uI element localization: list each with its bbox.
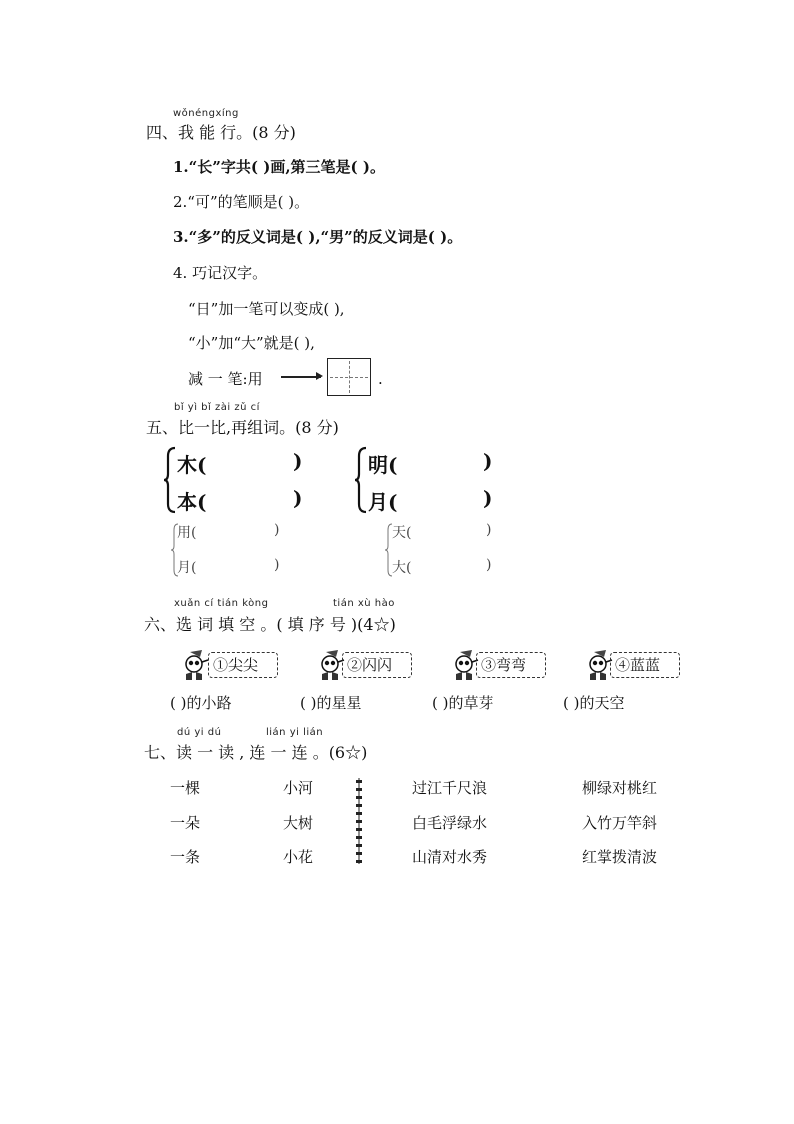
blank-3: ( )的草芽	[432, 694, 494, 712]
pencil-mascot-icon	[180, 648, 210, 682]
s4-q4c: 减 一 笔:用	[188, 370, 263, 388]
s4-pinyin: wǒnéngxíng	[173, 108, 239, 119]
s5-big-l1-end: )	[293, 449, 303, 473]
tianzige-box[interactable]	[327, 358, 371, 396]
s5-small-r2-end: )	[486, 557, 492, 573]
s5-big-r2-end: )	[483, 486, 493, 510]
s4-q4c-end: .	[378, 370, 383, 388]
s4-q2: 2.“可”的笔顺是( )。	[173, 193, 310, 211]
s7-pinyin-1: dú yi dú	[177, 727, 222, 738]
brace-icon	[163, 446, 177, 514]
s5-small-l2-end: )	[274, 557, 280, 573]
col2-item: 小河	[283, 779, 314, 797]
s5-small-r2: 大(	[392, 560, 412, 576]
col3-item: 山清对水秀	[412, 848, 488, 866]
s7-heading: 七、读 一 读 , 连 一 连 。(6☆)	[144, 743, 368, 762]
s7-pinyin-2: lián yi lián	[266, 727, 324, 738]
col2-item: 大树	[283, 814, 314, 832]
s5-small-r1-end: )	[486, 522, 492, 538]
s5-small-l1-end: )	[274, 522, 280, 538]
col2-item: 小花	[283, 848, 314, 866]
arrow-icon	[281, 376, 321, 378]
blank-1: ( )的小路	[170, 694, 232, 712]
s4-q3: 3.“多”的反义词是( ),“男”的反义词是( )。	[173, 228, 463, 246]
s4-q4b: “小”加“大”就是( ),	[188, 334, 315, 352]
s5-big-l2: 本(	[177, 490, 207, 514]
s5-big-l2-end: )	[293, 486, 303, 510]
s6-pinyin-2: tián xù hào	[333, 598, 395, 609]
s5-small-l2: 月(	[177, 560, 197, 576]
s5-big-r1-end: )	[483, 449, 493, 473]
s4-q1: 1.“长”字共( )画,第三笔是( )。	[173, 158, 385, 176]
s4-q4: 4. 巧记汉字。	[173, 264, 268, 282]
s4-q4a: “日”加一笔可以变成( ),	[188, 300, 345, 318]
col1-item: 一棵	[170, 779, 201, 797]
option-4: ④蓝蓝	[610, 652, 680, 678]
blank-2: ( )的星星	[300, 694, 362, 712]
s5-heading: 五、比一比,再组词。(8 分)	[146, 418, 339, 437]
decorative-divider	[354, 778, 364, 864]
col4-item: 柳绿对桃红	[582, 779, 658, 797]
blank-4: ( )的天空	[563, 694, 625, 712]
brace-icon	[354, 446, 368, 514]
col3-item: 过江千尺浪	[412, 779, 488, 797]
col1-item: 一朵	[170, 814, 201, 832]
option-2: ②闪闪	[342, 652, 412, 678]
col3-item: 白毛浮绿水	[412, 814, 488, 832]
s5-big-l1: 木(	[177, 453, 207, 477]
s6-heading: 六、选 词 填 空 。( 填 序 号 )(4☆)	[144, 615, 396, 634]
s5-small-r1: 天(	[392, 525, 412, 541]
col4-item: 入竹万竿斜	[582, 814, 658, 832]
col1-item: 一条	[170, 848, 201, 866]
s5-big-r2: 月(	[368, 490, 398, 514]
option-1: ①尖尖	[208, 652, 278, 678]
s6-pinyin-1: xuǎn cí tián kòng	[174, 598, 269, 609]
s5-pinyin: bǐ yì bǐ zài zǔ cí	[174, 402, 260, 413]
option-3: ③弯弯	[476, 652, 546, 678]
s5-small-l1: 用(	[177, 525, 197, 541]
s4-heading: 四、我 能 行。(8 分)	[146, 123, 296, 142]
s5-big-r1: 明(	[368, 453, 398, 477]
col4-item: 红掌拨清波	[582, 848, 658, 866]
